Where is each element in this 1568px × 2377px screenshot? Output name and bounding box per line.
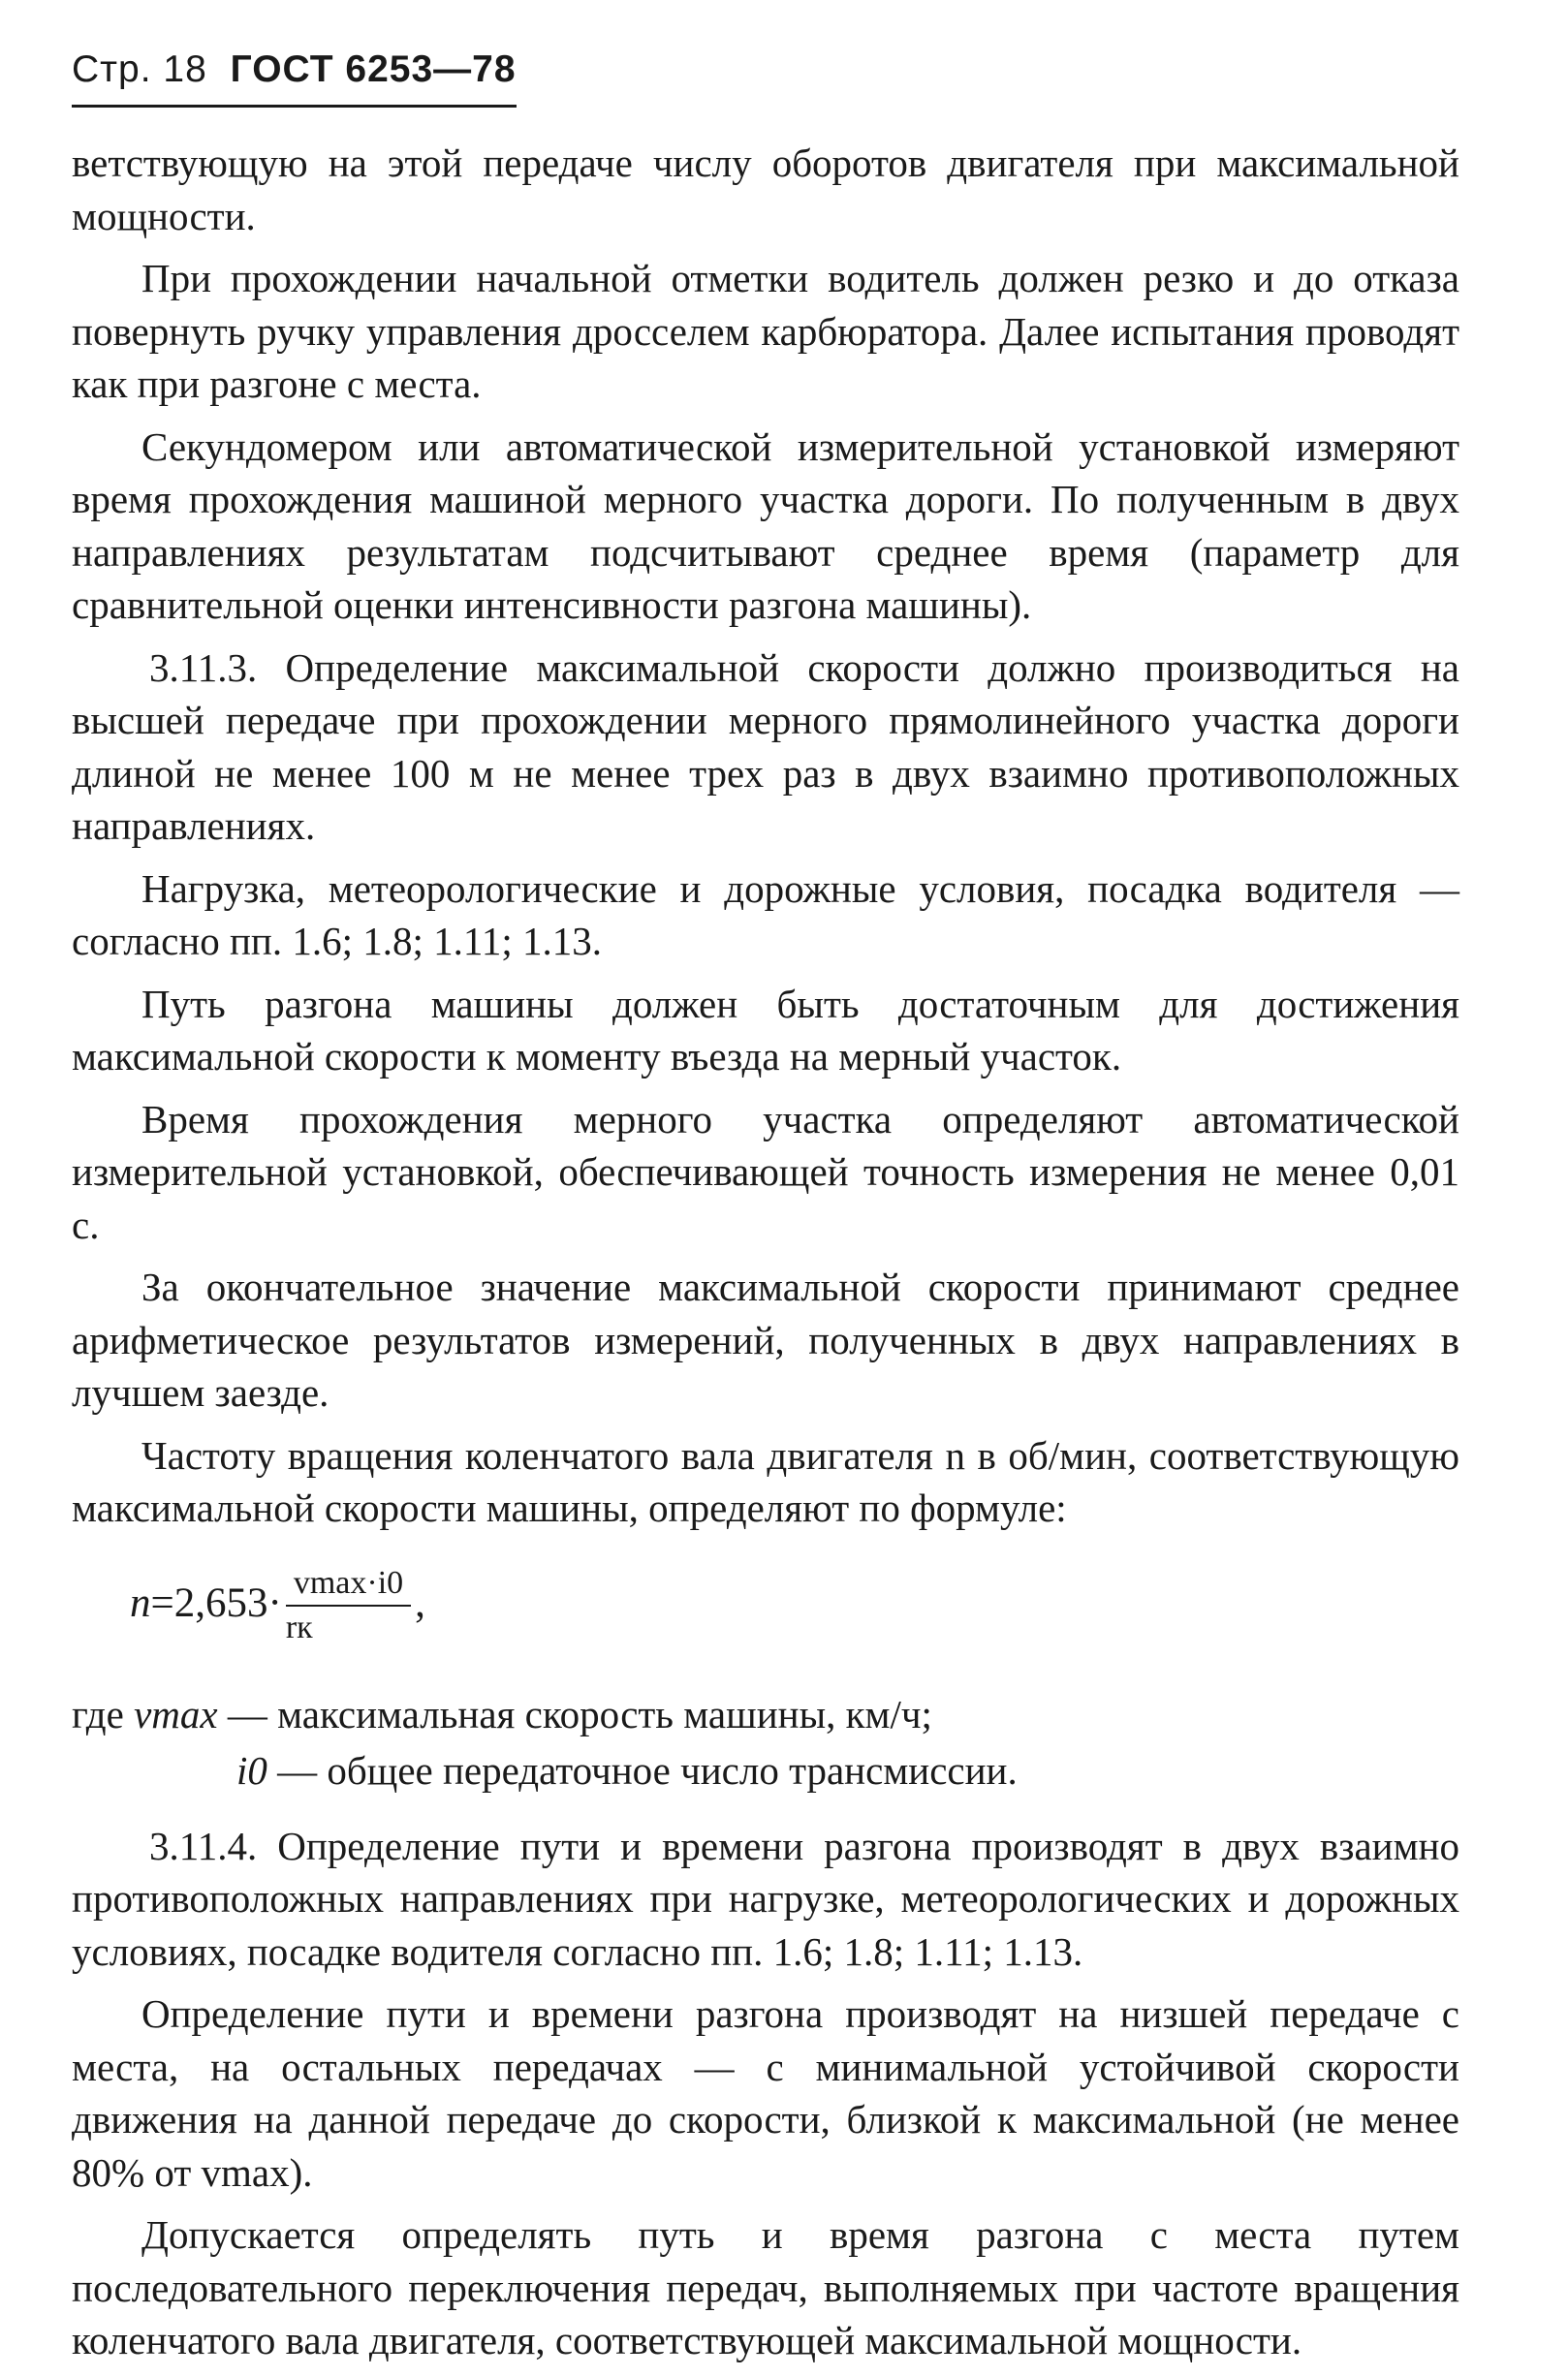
legend-where-word: где (72, 1691, 124, 1736)
section-3-11-4-paragraph: 3.11.4. Определение пути и времени разгона производят в двух взаимно противоположных направлениях при нагрузке, метеорологических и дорожных условиях, посадке водителя согласно пп. 1.6; 1.8; 1.11; 1.13. (72, 1823, 1459, 1974)
page-header (72, 48, 517, 108)
formula-lhs: n (130, 1579, 151, 1626)
legend-symbol-i0: i0 (236, 1747, 267, 1793)
body-text (72, 137, 1459, 2367)
paragraph: Путь разгона машины должен быть достаточным для достижения максимальной скорости к моменту въезда на мерный участок. (72, 981, 1459, 1079)
paragraph: Определение пути и времени разгона производят на низшей передаче с места, на остальных передачах — с минимальной устойчивой скорости движения на данной передаче до скорости, близкой к максимальной (не менее 80% от vmax). (72, 1991, 1459, 2195)
formula-coefficient: =2,653· (150, 1579, 282, 1626)
paragraph: За окончательное значение максимальной скорости принимают среднее арифметическое результатов измерений, полученных в двух направлениях в лучшем заезде. (72, 1265, 1459, 1415)
formula-legend (72, 1686, 1459, 1798)
page-number-label: Стр. 18 (72, 48, 207, 90)
formula-denominator: rк (285, 1609, 313, 1645)
formula-numerator: vmax·i0 (286, 1564, 411, 1607)
standard-code: ГОСТ 6253—78 (230, 48, 517, 90)
paragraph: Частоту вращения коленчатого вала двигателя n в об/мин, соответствующую максимальной скорости машины, определяют по формуле: (72, 1432, 1459, 1530)
legend-row-i0 (72, 1742, 1459, 1798)
paragraph: Нагрузка, метеорологические и дорожные условия, посадка водителя — согласно пп. 1.6; 1.8; 1.11; 1.13. (72, 865, 1459, 963)
legend-text-i0: — общее передаточное число трансмиссии. (277, 1747, 1018, 1793)
legend-row-vmax (72, 1686, 1459, 1742)
paragraph: Время прохождения мерного участка определяют автоматической измерительной установкой, обеспечивающей точность измерения не менее 0,01 с. (72, 1096, 1459, 1247)
paragraph: Секундомером или автоматической измерительной установкой измеряют время прохождения машиной мерного участка дороги. По полученным в двух направлениях результатам подсчитывают среднее время (параметр для сравнительной оценки интенсивности разгона машины). (72, 423, 1459, 627)
paragraph: ветствующую на этой передаче числу оборотов двигателя при максимальной мощности. (72, 141, 1459, 238)
formula-fraction (286, 1564, 411, 1649)
section-3-11-3-paragraph: 3.11.3. Определение максимальной скорости должно производиться на высшей передаче при прохождении мерного прямолинейного участка дороги длиной не менее 100 м не менее трех раз в двух взаимно противоположных направлениях. (72, 644, 1459, 848)
paragraph: При прохождении начальной отметки водитель должен резко и до отказа повернуть ручку управления дросселем карбюратора. Далее испытания проводят как при разгоне с места. (72, 256, 1459, 406)
legend-text-vmax: — максимальная скорость машины, км/ч; (227, 1691, 932, 1736)
formula-trail: , (415, 1579, 425, 1626)
document-page (72, 48, 1459, 2377)
paragraph: Допускается определять путь и время разгона с места путем последовательного переключения передач, выполняемых при частоте вращения коленчатого вала двигателя, соответствующей максимальной мощности. (72, 2212, 1459, 2362)
legend-symbol-vmax: vmax (134, 1691, 218, 1736)
rpm-formula (72, 1564, 1459, 1649)
